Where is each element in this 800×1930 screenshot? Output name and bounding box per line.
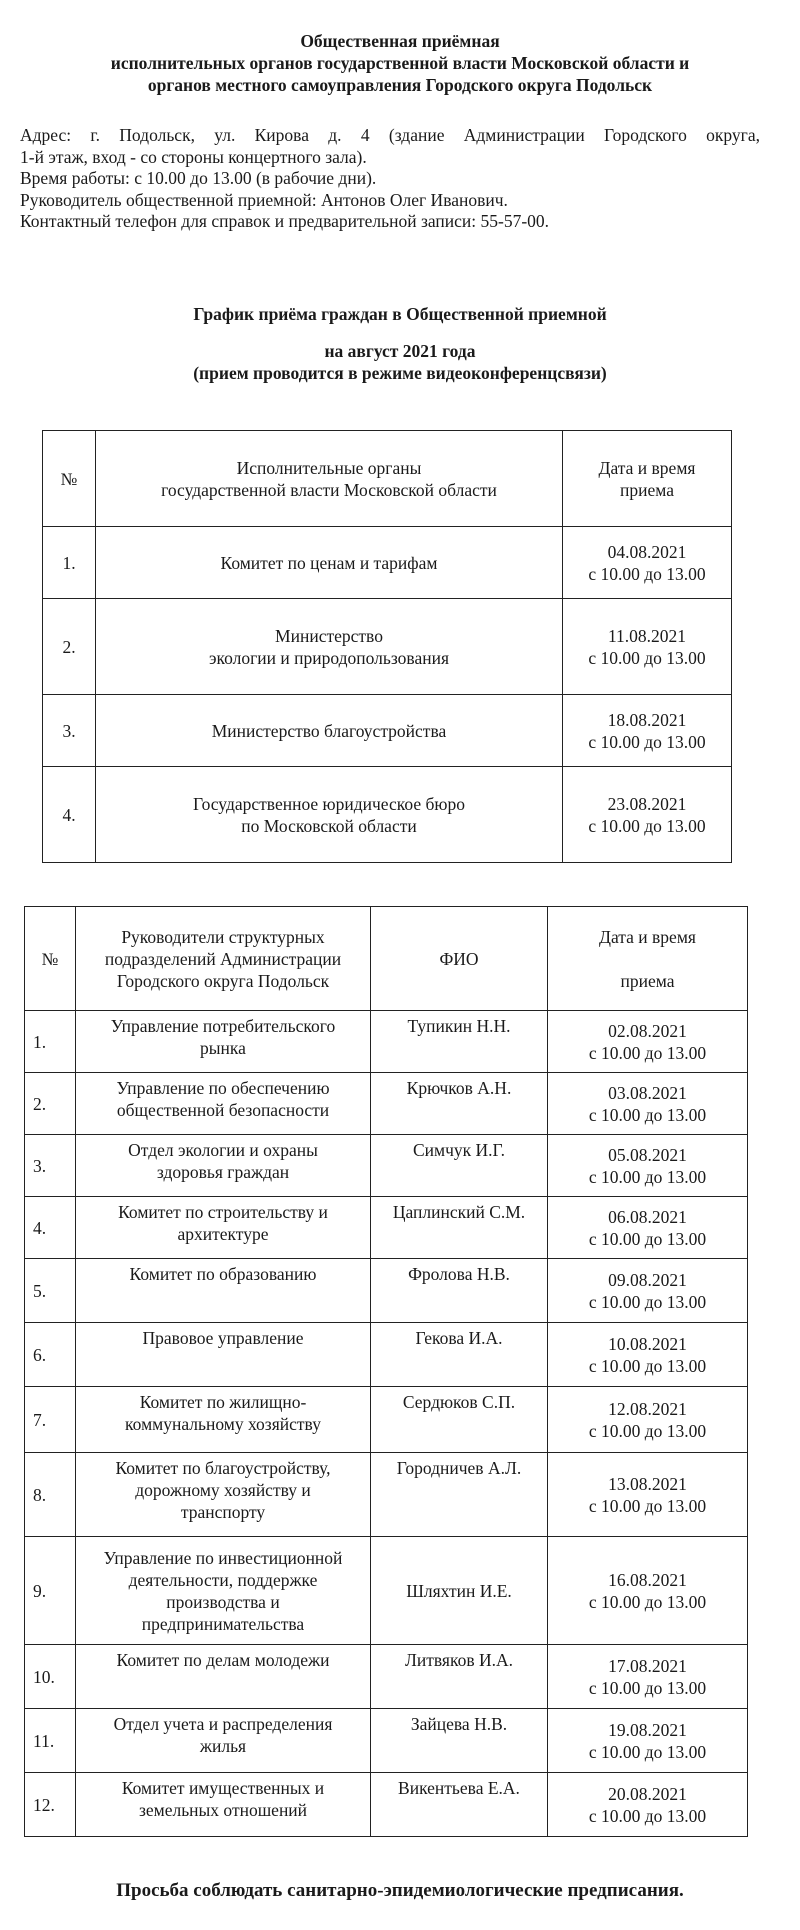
reception-time: с 10.00 до 13.00 — [588, 1495, 707, 1516]
row-number: 1. — [43, 527, 96, 599]
reception-date: 13.08.2021 — [608, 1473, 687, 1494]
reception-date: 04.08.2021 — [607, 541, 687, 562]
person-name: Литвяков И.А. — [371, 1645, 548, 1709]
table-row — [25, 1387, 748, 1453]
schedule-mode: (прием проводится в режиме видеоконференцсвязи) — [193, 363, 607, 383]
person-name: Цаплинский С.М. — [371, 1197, 548, 1259]
reception-datetime — [563, 599, 732, 695]
department-name: Комитет по делам молодежи — [76, 1645, 371, 1709]
reception-time: с 10.00 до 13.00 — [588, 1805, 707, 1826]
reception-date: 02.08.2021 — [608, 1020, 687, 1041]
administration-heads-table — [24, 906, 748, 1837]
row-number: 6. — [25, 1323, 76, 1387]
organ-name: Министерство экологии и природопользования — [96, 599, 563, 695]
department-name: Комитет по жилищно- коммунальному хозяйству — [76, 1387, 371, 1453]
reception-date: 03.08.2021 — [608, 1082, 687, 1103]
reception-date: 09.08.2021 — [608, 1269, 687, 1290]
executive-bodies-table — [42, 430, 732, 863]
reception-date: 23.08.2021 — [607, 793, 687, 814]
table-row — [25, 1453, 748, 1537]
column-header-organ: Исполнительные органы государственной власти Московской области — [96, 431, 563, 527]
row-number: 2. — [43, 599, 96, 695]
row-number: 12. — [25, 1773, 76, 1837]
reception-datetime — [548, 1323, 748, 1387]
person-name: Сердюков С.П. — [371, 1387, 548, 1453]
organ-name: Министерство благоустройства — [96, 695, 563, 767]
reception-datetime — [563, 767, 732, 863]
reception-datetime — [548, 1135, 748, 1197]
address-line-2: 1-й этаж, вход - со стороны концертного зала). — [20, 146, 367, 167]
row-number: 4. — [25, 1197, 76, 1259]
reception-datetime — [548, 1073, 748, 1135]
column-header-date: Дата и время приема — [563, 431, 732, 527]
organ-name: Государственное юридическое бюро по Московской области — [96, 767, 563, 863]
person-name: Гекова И.А. — [371, 1323, 548, 1387]
reception-time: с 10.00 до 13.00 — [588, 1166, 707, 1187]
row-number: 2. — [25, 1073, 76, 1135]
reception-time: с 10.00 до 13.00 — [588, 815, 706, 836]
reception-time: с 10.00 до 13.00 — [588, 1291, 707, 1312]
table-row — [25, 1709, 748, 1773]
reception-date: 18.08.2021 — [607, 709, 687, 730]
table-header-row — [25, 907, 748, 1011]
table-row — [43, 767, 732, 863]
reception-date: 19.08.2021 — [608, 1719, 687, 1740]
department-name: Отдел учета и распределения жилья — [76, 1709, 371, 1773]
column-header-department: Руководители структурных подразделений Администрации Городского округа Подольск — [76, 907, 371, 1011]
reception-date: 17.08.2021 — [608, 1655, 687, 1676]
reception-datetime — [563, 695, 732, 767]
person-name: Фролова Н.В. — [371, 1259, 548, 1323]
contact-phone: Контактный телефон для справок и предварительной записи: 55-57-00. — [20, 211, 550, 231]
reception-time: с 10.00 до 13.00 — [588, 1042, 707, 1063]
reception-datetime — [548, 1645, 748, 1709]
header-line-3: органов местного самоуправления Городского округа Подольск — [147, 75, 653, 95]
reception-date: 06.08.2021 — [608, 1206, 687, 1227]
reception-datetime — [548, 1709, 748, 1773]
reception-date: 16.08.2021 — [608, 1569, 687, 1590]
document-header — [0, 30, 800, 96]
reception-time: с 10.00 до 13.00 — [588, 1741, 707, 1762]
table-row — [25, 1011, 748, 1073]
department-name: Управление по обеспечению общественной безопасности — [76, 1073, 371, 1135]
reception-time: с 10.00 до 13.00 — [588, 1228, 707, 1249]
table-row — [43, 599, 732, 695]
reception-time: с 10.00 до 13.00 — [588, 1677, 707, 1698]
reception-time: с 10.00 до 13.00 — [588, 1420, 707, 1441]
reception-datetime — [548, 1259, 748, 1323]
row-number: 9. — [25, 1537, 76, 1645]
reception-datetime — [548, 1197, 748, 1259]
row-number: 11. — [25, 1709, 76, 1773]
table-row — [25, 1323, 748, 1387]
department-name: Комитет по образованию — [76, 1259, 371, 1323]
reception-time: с 10.00 до 13.00 — [588, 731, 706, 752]
table-row — [25, 1537, 748, 1645]
column-header-fio: ФИО — [371, 907, 548, 1011]
reception-date: 12.08.2021 — [608, 1398, 687, 1419]
table-row — [25, 1073, 748, 1135]
table-row — [43, 527, 732, 599]
person-name: Зайцева Н.В. — [371, 1709, 548, 1773]
reception-date: 05.08.2021 — [608, 1144, 687, 1165]
person-name: Крючков А.Н. — [371, 1073, 548, 1135]
person-name: Шляхтин И.Е. — [371, 1537, 548, 1645]
head-of-office: Руководитель общественной приемной: Антонов Олег Иванович. — [20, 189, 508, 210]
table-header-row — [43, 431, 732, 527]
row-number: 10. — [25, 1645, 76, 1709]
column-header-date: Дата и время приема — [548, 907, 748, 1011]
header-line-2: исполнительных органов государственной власти Московской области и — [110, 53, 690, 73]
row-number: 4. — [43, 767, 96, 863]
reception-time: с 10.00 до 13.00 — [588, 1104, 707, 1125]
reception-datetime — [548, 1387, 748, 1453]
table-row — [43, 695, 732, 767]
table-row — [25, 1773, 748, 1837]
reception-date: 10.08.2021 — [608, 1333, 687, 1354]
row-number: 1. — [25, 1011, 76, 1073]
row-number: 3. — [43, 695, 96, 767]
sanitary-notice: Просьба соблюдать санитарно-эпидемиологические предписания. — [116, 1880, 684, 1901]
table-row — [25, 1259, 748, 1323]
reception-time: с 10.00 до 13.00 — [588, 1355, 707, 1376]
reception-date: 20.08.2021 — [608, 1783, 687, 1804]
row-number: 3. — [25, 1135, 76, 1197]
address-line-1: Адрес: г. Подольск, ул. Кирова д. 4 (здание Администрации Городского округа, — [20, 125, 760, 145]
reception-time: с 10.00 до 13.00 — [588, 1591, 707, 1612]
organ-name: Комитет по ценам и тарифам — [96, 527, 563, 599]
person-name: Викентьева Е.А. — [371, 1773, 548, 1837]
person-name: Городничев А.Л. — [371, 1453, 548, 1537]
row-number: 5. — [25, 1259, 76, 1323]
reception-datetime — [563, 527, 732, 599]
person-name: Тупикин Н.Н. — [371, 1011, 548, 1073]
working-hours: Время работы: с 10.00 до 13.00 (в рабочие дни). — [20, 168, 377, 188]
column-header-number: № — [43, 431, 96, 527]
row-number: 8. — [25, 1453, 76, 1537]
reception-datetime — [548, 1537, 748, 1645]
reception-date: 11.08.2021 — [607, 625, 687, 646]
reception-datetime — [548, 1773, 748, 1837]
table-row — [25, 1135, 748, 1197]
schedule-title: График приёма граждан в Общественной приемной — [193, 304, 607, 324]
schedule-month: на август 2021 года — [324, 341, 476, 361]
reception-time: с 10.00 до 13.00 — [588, 647, 706, 668]
reception-datetime — [548, 1011, 748, 1073]
contact-info — [20, 125, 760, 233]
department-name: Правовое управление — [76, 1323, 371, 1387]
reception-time: с 10.00 до 13.00 — [588, 563, 706, 584]
row-number: 7. — [25, 1387, 76, 1453]
table-row — [25, 1197, 748, 1259]
column-header-number: № — [25, 907, 76, 1011]
department-name: Отдел экологии и охраны здоровья граждан — [76, 1135, 371, 1197]
department-name: Комитет по строительству и архитектуре — [76, 1197, 371, 1259]
department-name: Управление потребительского рынка — [76, 1011, 371, 1073]
person-name: Симчук И.Г. — [371, 1135, 548, 1197]
header-line-1: Общественная приёмная — [300, 31, 500, 51]
department-name: Комитет по благоустройству, дорожному хозяйству и транспорту — [76, 1453, 371, 1537]
table-row — [25, 1645, 748, 1709]
department-name: Комитет имущественных и земельных отношений — [76, 1773, 371, 1837]
department-name: Управление по инвестиционной деятельности, поддержке производства и предпринимательства — [76, 1537, 371, 1645]
reception-datetime — [548, 1453, 748, 1537]
